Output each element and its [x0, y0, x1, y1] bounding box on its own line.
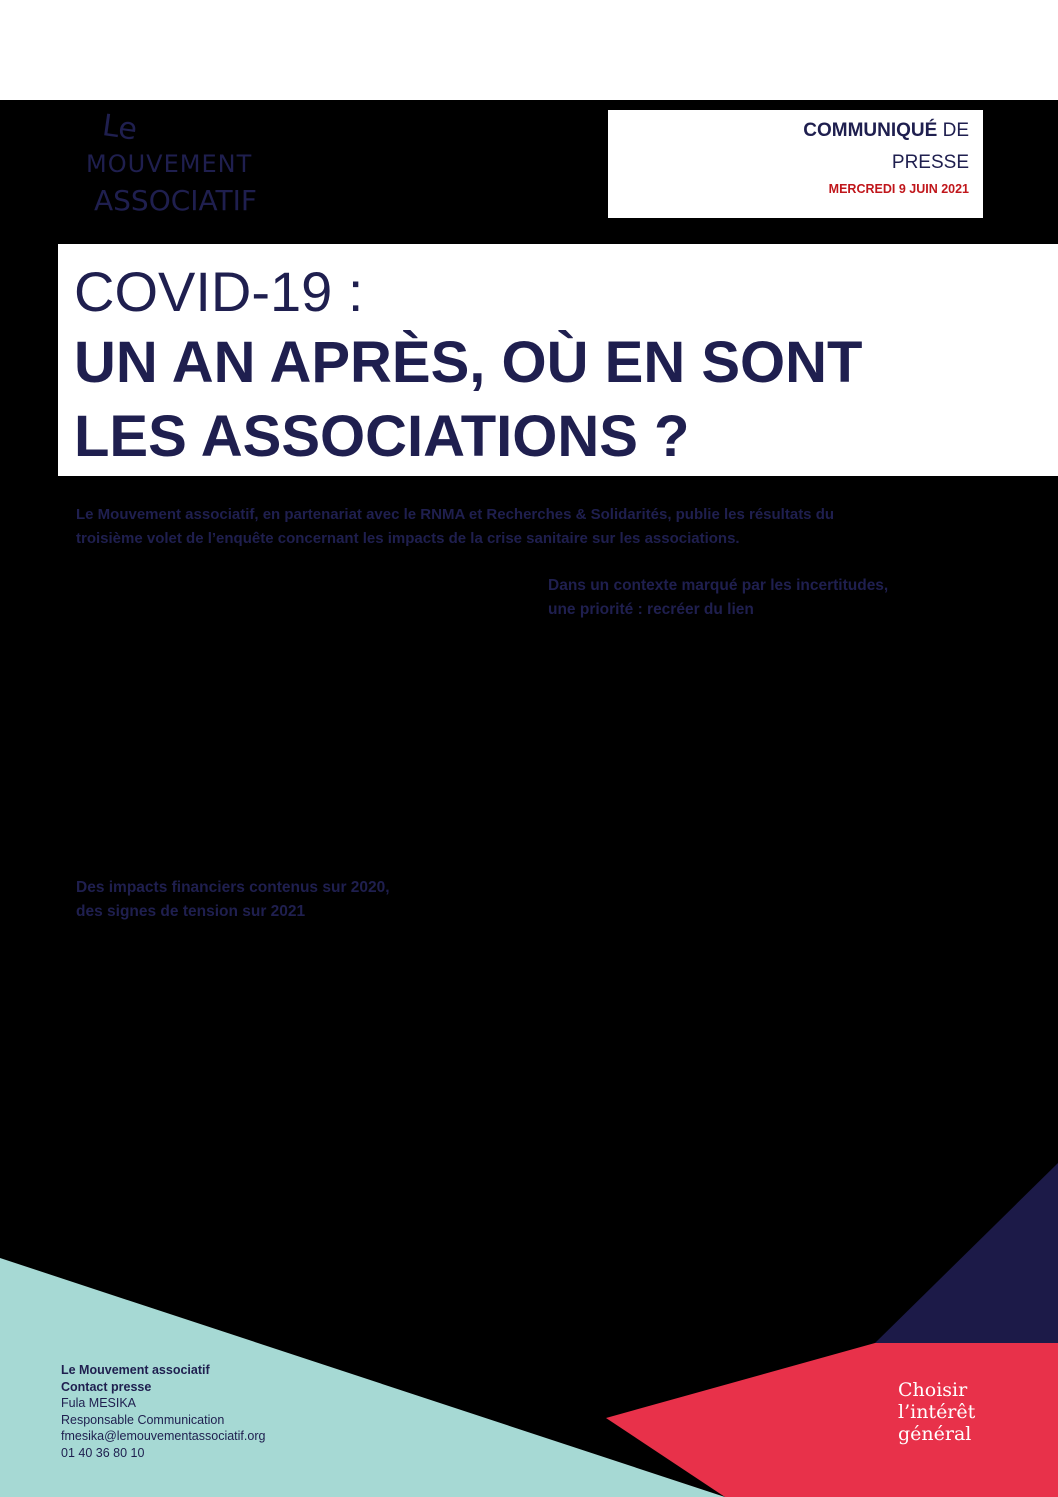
press-date: MERCREDI 9 JUIN 2021: [828, 182, 969, 196]
intro-paragraph: [76, 503, 986, 551]
logo-line-associatif: ASSOCIATIF: [94, 184, 257, 217]
presse-label: PRESSE: [891, 152, 969, 173]
section2-line-2: des signes de tension sur 2021: [76, 903, 306, 920]
press-contact: [61, 1362, 265, 1461]
slogan: [898, 1379, 975, 1445]
red-shape: [606, 1343, 1058, 1497]
press-label: [608, 120, 969, 142]
press-release-box: [608, 110, 983, 218]
intro-line-1: Le Mouvement associatif, en partenariat avec le RNMA et Recherches & Solidarités, publie les résultats du: [76, 506, 835, 523]
contact-phone: 01 40 36 80 10: [61, 1445, 145, 1460]
section1-line-2: une priorité : recréer du lien: [548, 601, 754, 618]
slogan-line-3: général: [898, 1423, 972, 1445]
logo-line-le: Le: [100, 108, 140, 148]
slogan-line-2: l’intérêt: [898, 1401, 976, 1423]
mouvement-associatif-logo: [80, 100, 305, 220]
title-line-3: LES ASSOCIATIONS ?: [74, 404, 690, 469]
section2-line-1: Des impacts financiers contenus sur 2020,: [76, 879, 390, 896]
title-line-2: UN AN APRÈS, OÙ EN SONT: [74, 330, 863, 395]
intro-line-2: troisième volet de l’enquête concernant les impacts de la crise sanitaire sur les associations.: [76, 530, 740, 547]
section-heading-financiers: [76, 876, 476, 924]
contact-email[interactable]: fmesika@lemouvementassociatif.org: [61, 1429, 266, 1443]
slogan-line-1: Choisir: [898, 1379, 968, 1401]
title-line-1: COVID-19 :: [74, 260, 364, 323]
contact-role: Responsable Communication: [61, 1412, 225, 1427]
communique-label: COMMUNIQUÉ: [803, 120, 938, 141]
section-heading-lien: [548, 574, 948, 622]
contact-name: Fula MESIKA: [61, 1396, 137, 1410]
de-label: DE: [942, 120, 969, 141]
logo-line-mouvement: MOUVEMENT: [86, 150, 253, 178]
dark-triangle: [875, 1163, 1058, 1343]
section1-line-1: Dans un contexte marqué par les incertitudes,: [548, 577, 889, 594]
contact-org: Le Mouvement associatif: [61, 1363, 210, 1377]
title-box: [58, 244, 1058, 476]
contact-label: Contact presse: [61, 1379, 152, 1394]
